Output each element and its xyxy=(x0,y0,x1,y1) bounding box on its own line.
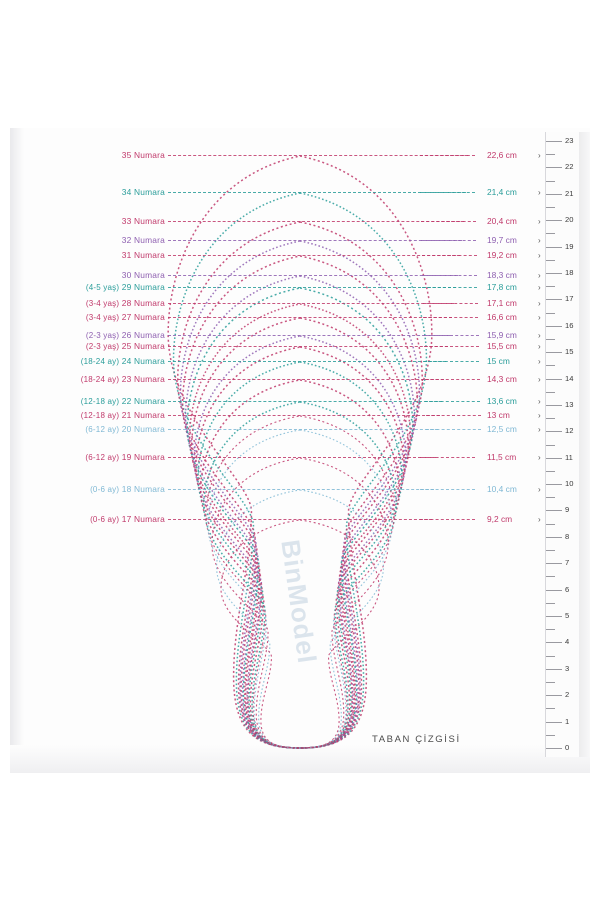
connector-dash xyxy=(168,335,450,336)
ruler-number: 3 xyxy=(565,663,570,673)
ruler-tick xyxy=(546,458,562,459)
ruler-half-tick xyxy=(546,154,555,155)
size-row xyxy=(0,373,600,387)
connector-dash xyxy=(168,489,434,490)
size-row xyxy=(0,395,600,409)
ruler-half-tick xyxy=(546,313,555,314)
connector-dash-right xyxy=(423,317,478,318)
length-value: 15,9 cm xyxy=(487,330,517,340)
ruler-half-tick xyxy=(546,550,555,551)
size-row xyxy=(0,355,600,369)
ruler-half-tick xyxy=(546,418,555,419)
ruler-tick xyxy=(546,616,562,617)
baseline-label: TABAN ÇİZGİSİ xyxy=(372,734,461,745)
length-value: 11,5 cm xyxy=(487,452,517,462)
connector-dash-right xyxy=(421,221,476,222)
length-value: 16,6 cm xyxy=(487,312,517,322)
connector-dash-right xyxy=(426,415,481,416)
arrow-icon: › xyxy=(538,357,541,366)
ruler-tick xyxy=(546,642,562,643)
ruler-number: 9 xyxy=(565,505,570,515)
ruler-half-tick xyxy=(546,207,555,208)
ruler-number: 19 xyxy=(565,241,574,251)
arrow-icon: › xyxy=(538,217,541,226)
connector-dash xyxy=(168,429,438,430)
connector-dash-right xyxy=(425,379,480,380)
ruler-tick xyxy=(546,379,562,380)
connector-dash xyxy=(168,457,436,458)
size-label: (12-18 ay) 22 Numara xyxy=(80,396,165,406)
ruler-half-tick xyxy=(546,181,555,182)
ruler-number: 22 xyxy=(565,162,574,172)
connector-dash xyxy=(168,401,442,402)
length-value: 13 cm xyxy=(487,410,510,420)
ruler-half-tick xyxy=(546,233,555,234)
connector-dash-right xyxy=(422,287,477,288)
ruler-half-tick xyxy=(546,471,555,472)
ruler-half-tick xyxy=(546,365,555,366)
connector-dash xyxy=(168,303,454,304)
size-row xyxy=(0,451,600,465)
connector-dash xyxy=(168,221,464,222)
ruler-tick xyxy=(546,748,562,749)
size-label: (2-3 yaş) 25 Numara xyxy=(85,341,165,351)
connector-dash xyxy=(168,346,448,347)
ruler-number: 11 xyxy=(565,452,573,462)
ruler-half-tick xyxy=(546,708,555,709)
arrow-icon: › xyxy=(538,375,541,384)
connector-dash xyxy=(168,275,458,276)
arrow-icon: › xyxy=(538,299,541,308)
size-row xyxy=(0,281,600,295)
ruler-tick xyxy=(546,326,562,327)
connector-dash xyxy=(168,415,440,416)
size-label: 35 Numara xyxy=(121,150,165,160)
arrow-icon: › xyxy=(538,331,541,340)
connector-dash-right xyxy=(422,255,477,256)
size-row xyxy=(0,215,600,229)
ruler-tick xyxy=(546,247,562,248)
size-label: (18-24 ay) 23 Numara xyxy=(80,374,165,384)
connector-dash xyxy=(168,379,444,380)
ruler-number: 14 xyxy=(565,373,574,383)
ruler-half-tick xyxy=(546,735,555,736)
size-label: (12-18 ay) 21 Numara xyxy=(80,410,165,420)
length-value: 22,6 cm xyxy=(487,150,517,160)
ruler-tick xyxy=(546,722,562,723)
ruler-tick xyxy=(546,431,562,432)
size-row xyxy=(0,149,600,163)
ruler-tick xyxy=(546,669,562,670)
connector-dash-right xyxy=(420,489,475,490)
size-row xyxy=(0,249,600,263)
ruler-number: 15 xyxy=(565,347,574,357)
length-value: 20,4 cm xyxy=(487,216,517,226)
ruler-number: 10 xyxy=(565,479,574,489)
length-value: 13,6 cm xyxy=(487,396,517,406)
connector-dash xyxy=(168,287,456,288)
ruler-number: 0 xyxy=(565,743,570,752)
ruler-tick xyxy=(546,273,562,274)
connector-dash xyxy=(168,255,460,256)
length-value: 17,1 cm xyxy=(487,298,517,308)
connector-dash xyxy=(168,317,452,318)
length-value: 15 cm xyxy=(487,356,510,366)
ruler-tick xyxy=(546,484,562,485)
ruler-tick xyxy=(546,563,562,564)
size-row xyxy=(0,186,600,200)
arrow-icon: › xyxy=(538,251,541,260)
ruler-number: 17 xyxy=(565,294,574,304)
size-row xyxy=(0,311,600,325)
ruler-tick xyxy=(546,220,562,221)
connector-dash xyxy=(168,240,462,241)
ruler-tick xyxy=(546,695,562,696)
ruler-half-tick xyxy=(546,392,555,393)
size-label: 33 Numara xyxy=(121,216,165,226)
ruler-number: 16 xyxy=(565,320,574,330)
size-label: 32 Numara xyxy=(121,235,165,245)
connector-dash-right xyxy=(424,346,479,347)
ruler-half-tick xyxy=(546,656,555,657)
ruler-half-tick xyxy=(546,497,555,498)
connector-dash-right xyxy=(424,335,479,336)
size-label: 30 Numara xyxy=(121,270,165,280)
length-value: 19,7 cm xyxy=(487,235,517,245)
ruler-number: 18 xyxy=(565,267,574,277)
size-label: 34 Numara xyxy=(121,187,165,197)
ruler-number: 21 xyxy=(565,188,574,198)
arrow-icon: › xyxy=(538,397,541,406)
length-value: 9,2 cm xyxy=(487,514,513,524)
connector-dash-right xyxy=(425,401,480,402)
ruler-tick xyxy=(546,510,562,511)
ruler-half-tick xyxy=(546,629,555,630)
ruler-tick xyxy=(546,194,562,195)
ruler-half-tick xyxy=(546,682,555,683)
size-label: (0-6 ay) 18 Numara xyxy=(90,484,165,494)
size-label: (6-12 ay) 19 Numara xyxy=(85,452,165,462)
length-value: 14,3 cm xyxy=(487,374,517,384)
connector-dash-right xyxy=(420,457,475,458)
length-value: 12,5 cm xyxy=(487,424,517,434)
connector-dash-right xyxy=(420,519,475,520)
connector-dash xyxy=(168,361,446,362)
ruler xyxy=(545,132,581,757)
arrow-icon: › xyxy=(538,236,541,245)
connector-dash-right xyxy=(420,192,475,193)
ruler-tick xyxy=(546,405,562,406)
ruler-number: 5 xyxy=(565,611,570,621)
ruler-number: 12 xyxy=(565,426,574,436)
length-value: 18,3 cm xyxy=(487,270,517,280)
size-row xyxy=(0,513,600,527)
length-value: 21,4 cm xyxy=(487,187,517,197)
size-row xyxy=(0,409,600,423)
ruler-half-tick xyxy=(546,524,555,525)
arrow-icon: › xyxy=(538,313,541,322)
ruler-tick xyxy=(546,590,562,591)
arrow-icon: › xyxy=(538,342,541,351)
ruler-tick xyxy=(546,167,562,168)
size-row xyxy=(0,297,600,311)
ruler-number: 4 xyxy=(565,637,570,647)
connector-dash-right xyxy=(424,361,479,362)
size-row xyxy=(0,340,600,357)
size-label: (2-3 yaş) 26 Numara xyxy=(85,330,165,340)
arrow-icon: › xyxy=(538,283,541,292)
arrow-icon: › xyxy=(538,515,541,524)
arrow-icon: › xyxy=(538,411,541,420)
watermark-text: BinModel xyxy=(275,537,323,666)
ruler-half-tick xyxy=(546,339,555,340)
ruler-tick xyxy=(546,352,562,353)
sheet-bottom-shadow xyxy=(10,745,590,773)
ruler-tick xyxy=(546,141,562,142)
ruler-number: 7 xyxy=(565,558,570,568)
ruler-half-tick xyxy=(546,286,555,287)
size-label: (18-24 ay) 24 Numara xyxy=(80,356,165,366)
length-value: 19,2 cm xyxy=(487,250,517,260)
connector-dash-right xyxy=(422,275,477,276)
size-label: (0-6 ay) 17 Numara xyxy=(90,514,165,524)
connector-dash-right xyxy=(426,429,481,430)
ruler-number: 23 xyxy=(565,136,574,145)
arrow-icon: › xyxy=(538,425,541,434)
ruler-tick xyxy=(546,299,562,300)
size-label: (4-5 yaş) 29 Numara xyxy=(85,282,165,292)
ruler-number: 2 xyxy=(565,690,570,700)
ruler-edge-shadow xyxy=(579,132,590,757)
ruler-number: 6 xyxy=(565,584,570,594)
size-row xyxy=(0,483,600,497)
ruler-half-tick xyxy=(546,445,555,446)
ruler-number: 20 xyxy=(565,215,574,225)
ruler-half-tick xyxy=(546,603,555,604)
ruler-number: 13 xyxy=(565,399,574,409)
ruler-number: 1 xyxy=(565,716,570,726)
arrow-icon: › xyxy=(538,188,541,197)
size-row xyxy=(0,234,600,248)
arrow-icon: › xyxy=(538,151,541,160)
length-value: 17,8 cm xyxy=(487,282,517,292)
ruler-number: 8 xyxy=(565,531,570,541)
size-row xyxy=(0,423,600,437)
ruler-half-tick xyxy=(546,260,555,261)
size-label: (6-12 ay) 20 Numara xyxy=(85,424,165,434)
arrow-icon: › xyxy=(538,453,541,462)
connector-dash-right xyxy=(421,240,476,241)
connector-dash xyxy=(168,519,432,520)
ruler-tick xyxy=(546,537,562,538)
length-value: 15,5 cm xyxy=(487,341,517,351)
arrow-icon: › xyxy=(538,485,541,494)
connector-dash-right xyxy=(420,155,475,156)
paper-bottom-margin xyxy=(0,773,600,900)
size-label: (3-4 yaş) 27 Numara xyxy=(85,312,165,322)
size-label: 31 Numara xyxy=(121,250,165,260)
length-value: 10,4 cm xyxy=(487,484,517,494)
size-label: (3-4 yaş) 28 Numara xyxy=(85,298,165,308)
ruler-half-tick xyxy=(546,576,555,577)
arrow-icon: › xyxy=(538,271,541,280)
connector-dash-right xyxy=(423,303,478,304)
